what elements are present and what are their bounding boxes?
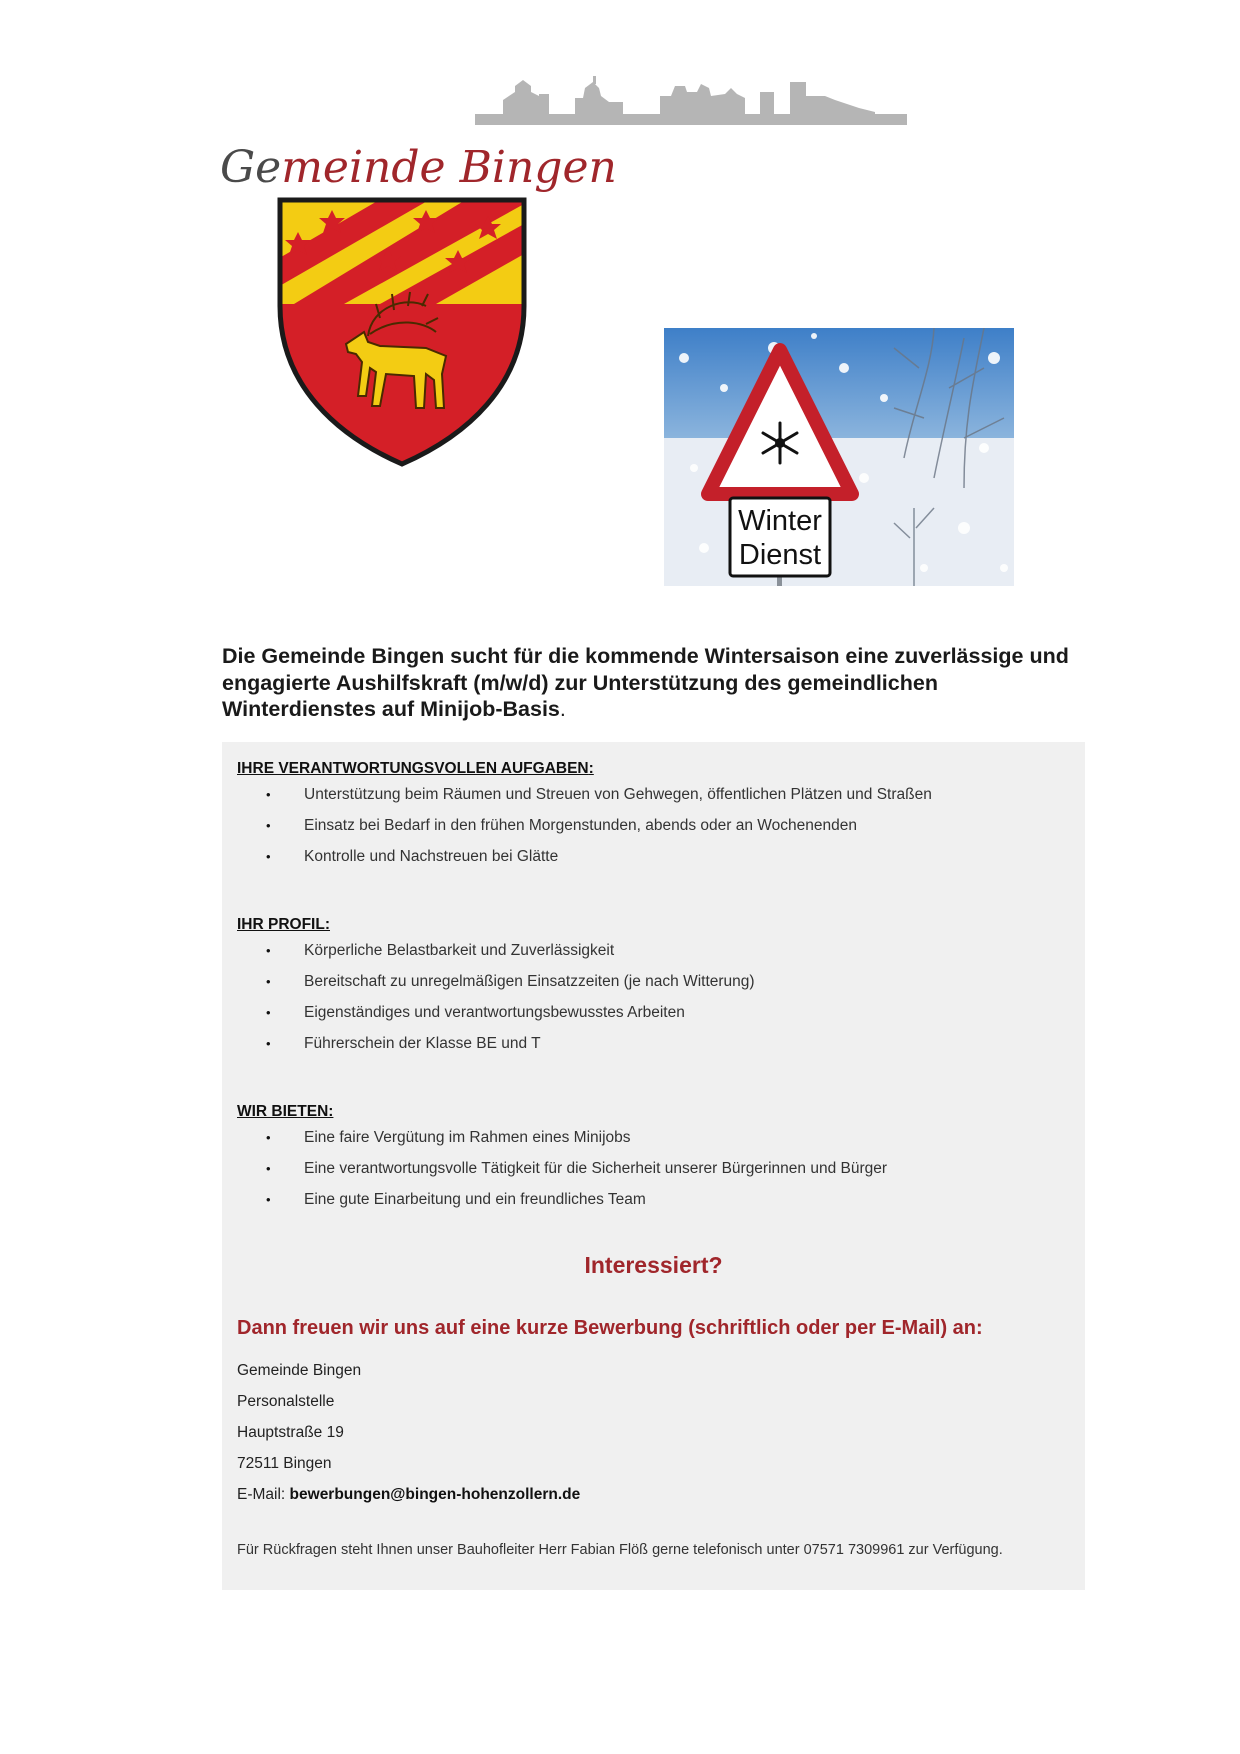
list-item: • Körperliche Belastbarkeit und Zuverlässigkeit	[222, 935, 1062, 966]
skyline-graphic	[475, 74, 907, 126]
bullet-icon: •	[266, 943, 271, 958]
bullet-icon: •	[266, 1005, 271, 1020]
intro-period: .	[559, 697, 566, 721]
coat-of-arms	[276, 196, 528, 468]
logo-wordmark	[218, 140, 618, 198]
bullet-icon: •	[266, 1130, 271, 1145]
bullet-icon: •	[266, 849, 271, 864]
cta-line: Dann freuen wir uns auf eine kurze Bewerbung (schriftlich oder per E-Mail) an:	[237, 1317, 983, 1339]
address-line-4: 72511 Bingen	[237, 1455, 332, 1472]
list-item: • Eine faire Vergütung im Rahmen eines Minijobs	[222, 1122, 1062, 1153]
list-item: • Eine verantwortungsvolle Tätigkeit für die Sicherheit unserer Bürgerinnen und Bürger	[222, 1153, 1062, 1184]
bullet-icon: •	[266, 1036, 271, 1051]
logo-prefix: Ge	[220, 142, 282, 193]
list-item: • Bereitschaft zu unregelmäßigen Einsatzzeiten (je nach Witterung)	[222, 966, 1062, 997]
list-item: • Einsatz bei Bedarf in den frühen Morgenstunden, abends oder an Wochenenden	[222, 810, 1062, 841]
tasks-list	[222, 779, 1062, 872]
intro-paragraph	[222, 643, 1092, 723]
profile-heading: IHR PROFIL:	[237, 916, 330, 933]
list-item: • Eigenständiges und verantwortungsbewusstes Arbeiten	[222, 997, 1062, 1028]
list-item: • Eine gute Einarbeitung und ein freundliches Team	[222, 1184, 1062, 1215]
bullet-icon: •	[266, 787, 271, 802]
tasks-heading: IHRE VERANTWORTUNGSVOLLEN AUFGABEN:	[237, 760, 594, 777]
bullet-icon: •	[266, 974, 271, 989]
bullet-icon: •	[266, 1192, 271, 1207]
email-label: E-Mail:	[237, 1486, 290, 1503]
list-item: • Unterstützung beim Räumen und Streuen von Gehwegen, öffentlichen Plätzen und Straßen	[222, 779, 1062, 810]
address-line-3: Hauptstraße 19	[237, 1424, 344, 1441]
logo-name: Bingen	[459, 142, 617, 193]
bullet-icon: •	[266, 818, 271, 833]
contact-footnote: Für Rückfragen steht Ihnen unser Bauhofleiter Herr Fabian Flöß gerne telefonisch unter 07571 7309961 zur Verfügung.	[237, 1542, 1003, 1558]
address-line-1: Gemeinde Bingen	[237, 1362, 362, 1379]
winter-service-image	[664, 328, 1014, 586]
intro-text: Die Gemeinde Bingen sucht für die kommende Wintersaison eine zuverlässige und engagierte Aushilfskraft (m/w/d) zur Unterstützung des gemeindlichen Winterdienstes auf Minijob-Basis	[222, 644, 1069, 721]
email-line	[237, 1486, 580, 1504]
logo-middle: meinde	[281, 142, 460, 193]
profile-list	[222, 935, 1062, 1059]
list-item: • Kontrolle und Nachstreuen bei Glätte	[222, 841, 1062, 872]
email-link[interactable]: bewerbungen@bingen-hohenzollern.de	[289, 1486, 581, 1503]
list-item: • Führerschein der Klasse BE und T	[222, 1028, 1062, 1059]
cta-question: Interessiert?	[584, 1252, 723, 1278]
job-details-box	[222, 742, 1085, 1590]
svg-text:Gemeinde Bingen	[220, 142, 617, 193]
sign-line-1: Winter	[738, 505, 822, 537]
offer-heading: WIR BIETEN:	[237, 1103, 334, 1120]
offer-list	[222, 1122, 1062, 1215]
bullet-icon: •	[266, 1161, 271, 1176]
address-line-2: Personalstelle	[237, 1393, 335, 1410]
sign-line-2: Dienst	[738, 539, 822, 571]
